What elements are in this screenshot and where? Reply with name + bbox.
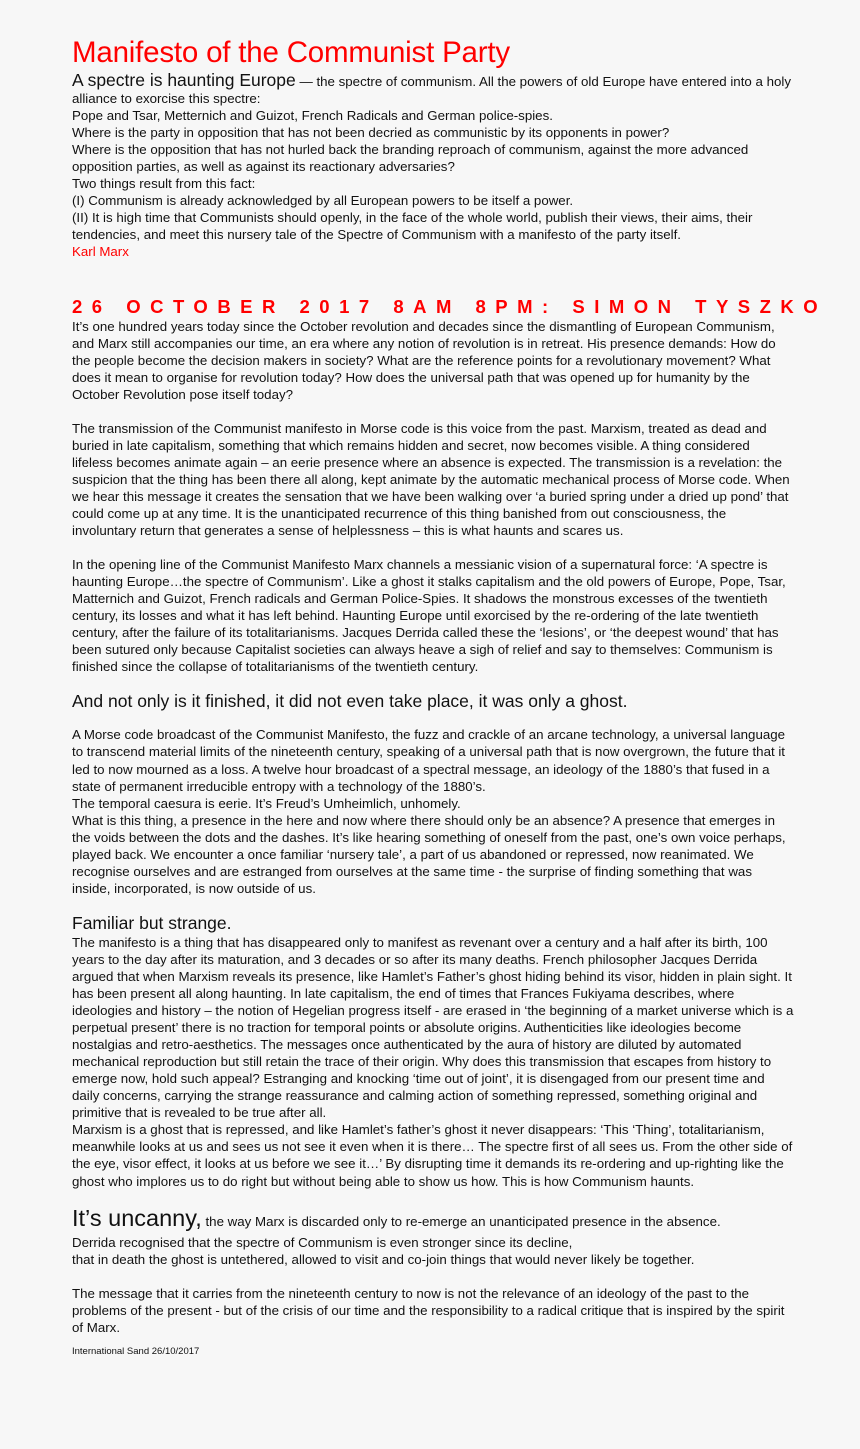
uncanny-paragraph bbox=[72, 1206, 794, 1234]
manifesto-lead-large: A spectre is haunting Europe bbox=[72, 70, 296, 90]
footer-credit: International Sand 26/10/2017 bbox=[72, 1345, 200, 1357]
manifesto-line: (II) It is high time that Communists should openly, in the face of the whole world, publish their views, their aims, their tendencies, and meet this nursery tale of the Spectre of Communism with a manifesto of the party itself. bbox=[72, 210, 753, 243]
uncanny-large: It’s uncanny, bbox=[72, 1204, 202, 1231]
manifesto-line: Where is the opposition that has not hurled back the branding reproach of communism, against the more advanced opposition parties, as well as against its reactionary adversaries? bbox=[72, 142, 749, 175]
essay-paragraph: A Morse code broadcast of the Communist Manifesto, the fuzz and crackle of an arcane technology, a universal language to transcend material limits of the nineteenth century, speaking of a universal path that is now overgrown, the future that it led to now mourned as a loss. A twelve hour broadcast of a spectral message, an ideology of the 1880’s that fused in a state of permanent irreducible entropy with a technology of the 1880’s. bbox=[72, 727, 786, 794]
document-page bbox=[72, 34, 828, 1358]
spacer bbox=[72, 712, 794, 726]
manifesto-line: Two things result from this fact: bbox=[72, 176, 256, 192]
event-header: 26 OCTOBER 2017 8AM 8PM: SIMON TYSZKO bbox=[72, 295, 828, 317]
uncanny-rest: the way Marx is discarded only to re-emerge an unanticipated presence in the absence. bbox=[201, 1213, 721, 1229]
spacer bbox=[72, 897, 794, 912]
manifesto-intro bbox=[72, 72, 794, 107]
spacer bbox=[72, 1336, 794, 1346]
essay-paragraph: Derrida recognised that the spectre of Communism is even stronger since its decline, bbox=[72, 1234, 573, 1250]
essay-subheading: And not only is it finished, it did not even take place, it was only a ghost. bbox=[72, 691, 628, 712]
spacer bbox=[72, 1268, 794, 1285]
essay-paragraph: The temporal caesura is eerie. It’s Freud’s Umheimlich, unhomely. bbox=[72, 795, 461, 811]
manifesto-line: (I) Communism is already acknowledged by all European powers to be itself a power. bbox=[72, 193, 574, 209]
manifesto-lead-rest: — the spectre of communism. All the powers of old Europe have entered into a holy alliance to exorcise this spectre: bbox=[72, 74, 791, 107]
spacer bbox=[72, 1190, 794, 1206]
essay-subheading: Familiar but strange. bbox=[72, 912, 232, 933]
essay-paragraph: The message that it carries from the nineteenth century to now is not the relevance of an ideology of the past to the problems of the present - but of the crisis of our time and the responsibility to a radical critique that is inspired by the spirit of Marx. bbox=[72, 1285, 785, 1335]
manifesto-line: Pope and Tsar, Metternich and Guizot, French Radicals and German police-spies. bbox=[72, 108, 553, 124]
spacer bbox=[72, 261, 794, 296]
manifesto-author: Karl Marx bbox=[72, 244, 129, 260]
spacer bbox=[72, 675, 794, 690]
essay-paragraph: that in death the ghost is untethered, allowed to visit and co-join things that would never likely be together. bbox=[72, 1251, 695, 1267]
essay-paragraph: In the opening line of the Communist Manifesto Marx channels a messianic vision of a supernatural force: ‘A spectre is haunting Europe…the spectre of Communism’. Like a ghost it stalks capitalism and the old powers of Europe, Pope, Tsar, Matternich and Guizot, French radicals and German Police-Spies. It shadows the monstrous excesses of the twentieth century, its losses and what it has left behind. Haunting Europe until exorcised by the re-ordering of the late twentieth century, after the failure of its totalitarianisms. Jacques Derrida called these the ‘lesions’, or ‘the deepest wound’ that has been sutured only because Capitalist societies can always heave a sigh of relief and say to themselves: Communism is finished since the collapse of totalitarianisms of the twentieth century. bbox=[72, 557, 786, 675]
spacer bbox=[72, 539, 794, 556]
manifesto-line: Where is the party in opposition that has not been decried as communistic by its opponents in power? bbox=[72, 125, 670, 141]
essay-paragraph: The transmission of the Communist manifesto in Morse code is this voice from the past. Marxism, treated as dead and buried in late capitalism, something that which remains hidden and secret, now becomes visible. A thing considered lifeless becomes animate again – an eerie presence where an absence is expected. The transmission is a revelation: the suspicion that the thing has been there all along, kept animate by the automatic mechanical process of Morse code. When we hear this message it creates the sensation that we have been walking over ‘a buried spring under a dried up pond’ that could come up at any time. It is the unanticipated recurrence of this thing banished from out consciousness, the involuntary return that generates a sense of helplessness – this is what haunts and scares us. bbox=[72, 420, 790, 539]
essay-paragraph: Marxism is a ghost that is repressed, and like Hamlet’s father’s ghost it never disappears: ‘This ‘Thing’, totalitarianism, meanwhile looks at us and sees us not see it even when it is there… The spectre first of all sees us. From the other side of the eye, visor effect, it looks at us before we see it…’ By disrupting time it demands its re-ordering and up-righting like the ghost who implores us to do right but without being able to show us how. This is how Communism haunts. bbox=[72, 1122, 793, 1189]
essay-paragraph: The manifesto is a thing that has disappeared only to manifest as revenant over a century and a half after its birth, 100 years to the day after its maturation, and 3 decades or so after its many deaths. French philosopher Jacques Derrida argued that when Marxism reveals its presence, like Hamlet’s Father’s ghost hiding behind its visor, hidden in plain sight. It has been present all along haunting. In late capitalism, the end of times that Frances Fukiyama describes, where ideologies and history – the notion of Hegelian progress itself - are erased in ‘the beginning of a market universe which is a perpetual present’ there is no traction for temporal points or absolute origins. Authenticities like ideologies become nostalgias and retro-aesthetics. The messages once authenticated by the aura of history are diluted by automated mechanical reproduction but still retain the trace of their origin. Why does this transmission that escapes from history to emerge now, hold such appeal? Estranging and knocking ‘time out of joint’, it is disengaged from our present time and daily concerns, carrying the strange reassurance and calming action of something repressed, something original and primitive that is revealed to be true after all. bbox=[72, 934, 794, 1121]
spacer bbox=[72, 403, 794, 420]
essay-paragraph: It’s one hundred years today since the October revolution and decades since the dismantling of European Communism, and Marx still accompanies our time, an era where any notion of revolution is in retreat. His presence demands: How do the people become the decision makers in society? What are the reference points for a revolutionary movement? What does it mean to organise for revolution today? How does the universal path that was opened up for humanity by the October Revolution pose itself today? bbox=[72, 318, 776, 402]
manifesto-title: Manifesto of the Communist Party bbox=[72, 36, 510, 69]
essay-paragraph: What is this thing, a presence in the here and now where there should only be an absence? A presence that emerges in the voids between the dots and the dashes. It’s like hearing something of oneself from the past, one’s own voice perhaps, played back. We encounter a once familiar ‘nursery tale’, a part of us abandoned or repressed, now reanimated. We recognise ourselves and are estranged from ourselves at the same time - the surprise of finding something that was inside, incorporated, is now outside of us. bbox=[72, 812, 786, 896]
